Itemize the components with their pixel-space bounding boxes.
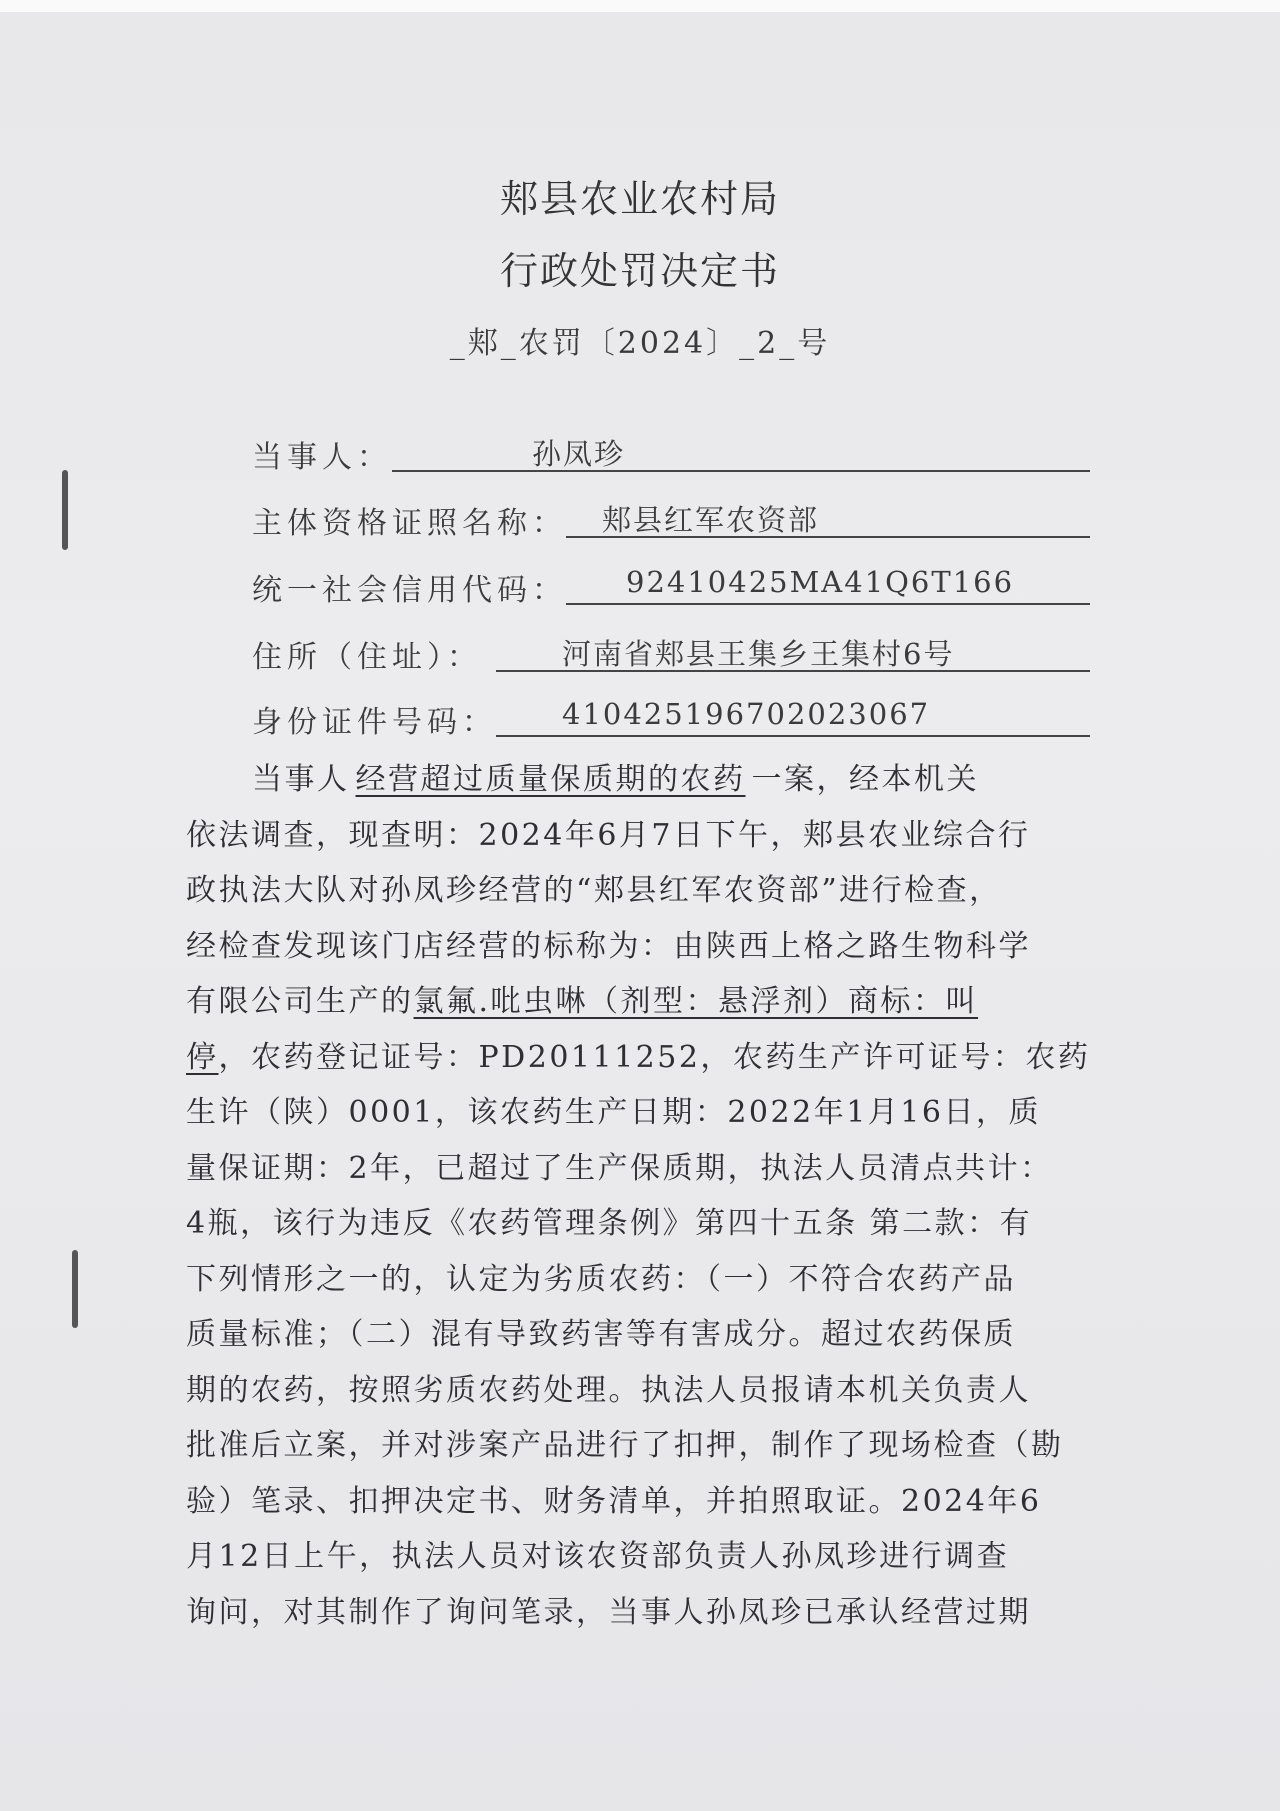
body-line: 生许（陕）0001，该农药生产日期：2022年1月16日，质 [186,1095,1041,1130]
field-value: 410425196702023067 [496,697,1090,737]
body-text-segment: 有限公司生产的 [186,984,414,1019]
body-text-segment: 一案，经本机关 [751,762,979,797]
body-line: 下列情形之一的，认定为劣质农药：（一）不符合农药产品 [186,1261,1016,1297]
decision-body [186,752,1091,1640]
field-label: 住所（住址）： [252,640,482,675]
body-line [186,752,1086,808]
field-value: 郏县红军农资部 [566,498,1090,538]
field-value: 孙凤珍 [392,432,1090,472]
binding-hole-mark [72,1250,78,1328]
scan-edge [0,0,1280,12]
body-text-segment: ，农药登记证号：PD20111252，农药生产许可证号：农药 [218,1039,1091,1075]
body-line: 质量标准；（二）混有导致药害等有害成分。超过农药保质 [186,1317,1016,1352]
body-line: 验）笔录、扣押决定书、财务清单，并拍照取证。2024年6 [186,1483,1042,1519]
case-cause: 经营超过质量保质期的农药 [355,762,746,797]
body-line [186,1030,1091,1086]
field-value: 河南省郏县王集乡王集村6号 [496,632,1090,672]
body-text-segment: 当事人 [252,762,350,797]
agency-title: 郏县农业农村局 [499,177,780,221]
body-line: 政执法大队对孙凤珍经营的“郏县红军农资部”进行检查， [186,873,1002,908]
body-line: 4瓶，该行为违反《农药管理条例》第四十五条 第二款：有 [186,1206,1033,1241]
field-label: 身份证件号码： [252,705,497,740]
body-line [186,974,1086,1030]
field-label: 当事人： [252,440,392,475]
document-number: _郏_农罚〔2024〕_2_号 [449,326,831,361]
body-line: 量保证期：2年，已超过了生产保质期，执法人员清点共计： [186,1150,1053,1186]
field-value: 92410425MA41Q6T166 [566,565,1090,605]
body-line: 期的农药，按照劣质农药处理。执法人员报请本机关负责人 [186,1372,1031,1408]
product-name-cont: 停 [186,1039,219,1075]
field-label: 主体资格证照名称： [252,506,567,541]
body-line: 依法调查，现查明：2024年6月7日下午，郏县农业综合行 [186,817,1031,853]
field-label: 统一社会信用代码： [252,573,567,608]
document-type-title: 行政处罚决定书 [499,249,780,293]
body-line: 批准后立案，并对涉案产品进行了扣押，制作了现场检查（勘 [186,1428,1064,1463]
binding-hole-mark [62,470,68,550]
body-line: 询问，对其制作了询问笔录，当事人孙凤珍已承认经营过期 [186,1594,1031,1630]
body-line: 经检查发现该门店经营的标称为：由陕西上格之路生物科学 [186,928,1031,964]
product-name: 氯氟.吡虫啉（剂型：悬浮剂）商标：叫 [413,984,979,1019]
body-line: 月12日上午，执法人员对该农资部负责人孙凤珍进行调查 [186,1539,1010,1574]
